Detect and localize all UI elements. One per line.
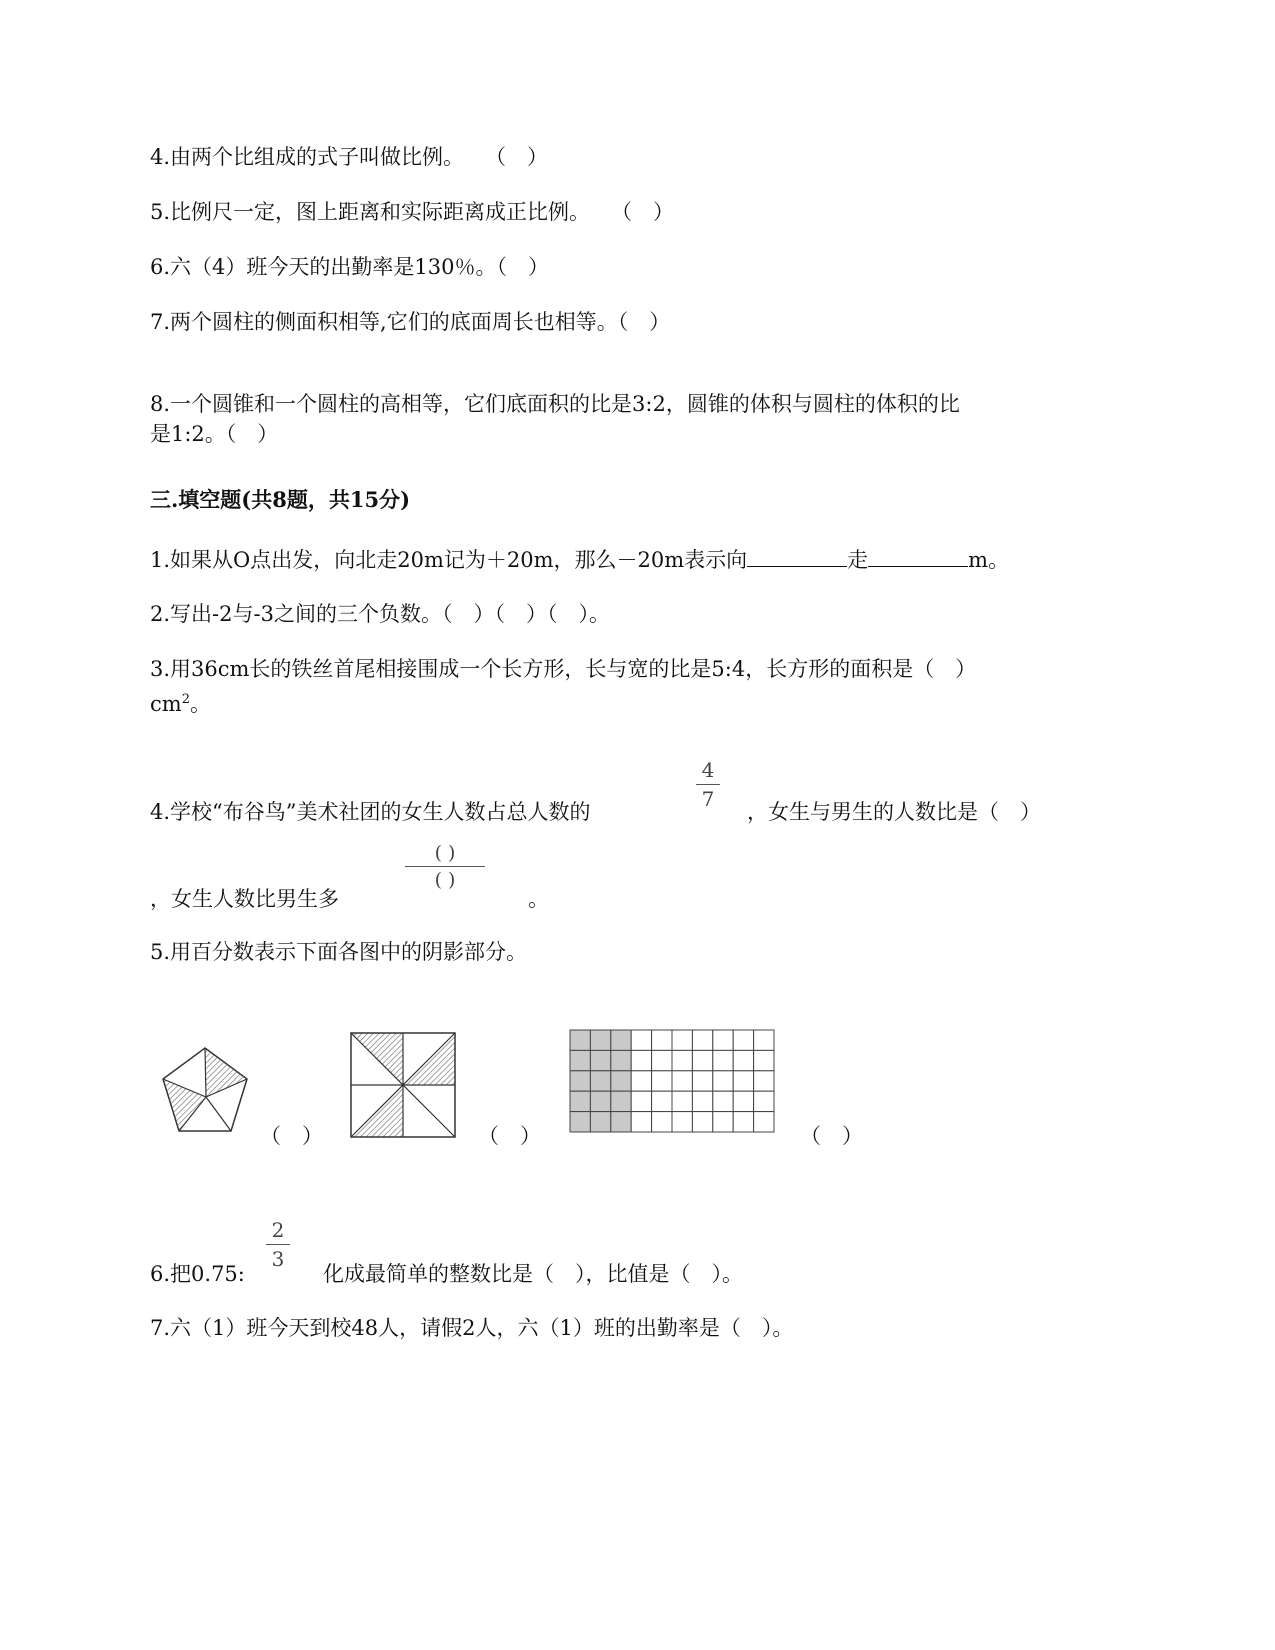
fill-1-text-a: 1.如果从O点出发，向北走20m记为＋20m，那么－20m表示向 xyxy=(150,548,748,572)
grid-cell xyxy=(733,1071,753,1091)
grid-cell xyxy=(652,1071,672,1091)
fill-6-fraction-numerator: 2 xyxy=(271,1218,285,1242)
grid-cell xyxy=(652,1050,672,1070)
fill-3-end: 。 xyxy=(189,692,211,716)
fill-4-line2-end: 。 xyxy=(528,887,549,911)
fill-6-fraction xyxy=(266,1218,290,1271)
grid-cell xyxy=(692,1071,712,1091)
answer-paren-1: （ ） xyxy=(260,1124,323,1148)
grid-cell xyxy=(733,1030,753,1050)
grid-cell xyxy=(733,1091,753,1111)
section-title: 三.填空题(共8题，共15分) xyxy=(150,487,411,512)
grid-cell-shaded xyxy=(611,1050,631,1070)
grid-cell xyxy=(631,1091,651,1111)
grid-cell xyxy=(652,1112,672,1132)
grid-cell xyxy=(713,1071,733,1091)
grid-cell xyxy=(672,1091,692,1111)
fill-3-line1: 3.用36cm长的铁丝首尾相接围成一个长方形，长与宽的比是5:4，长方形的面积是（ ） xyxy=(150,657,977,681)
grid-cell-shaded xyxy=(570,1091,590,1111)
grid-cell-shaded xyxy=(611,1112,631,1132)
grid-cell xyxy=(672,1050,692,1070)
fill-1-blank-1 xyxy=(747,548,847,567)
fill-6-text-a: 6.把0.75: xyxy=(150,1262,245,1286)
fill-1-blank-2 xyxy=(868,548,968,567)
fill-4-fraction-bar xyxy=(696,784,720,785)
fill-3-superscript: 2 xyxy=(181,692,190,707)
square-figure xyxy=(348,1030,458,1140)
fill-6-text-b: 化成最简单的整数比是（ ），比值是（ ）。 xyxy=(323,1262,743,1286)
grid-cell xyxy=(631,1030,651,1050)
grid-cell xyxy=(631,1050,651,1070)
fill-1 xyxy=(150,546,1009,575)
grid-cell-shaded xyxy=(570,1030,590,1050)
grid-cell-shaded xyxy=(590,1112,610,1132)
pentagon-figure xyxy=(150,1045,260,1145)
fill-4-blank-denominator: ( ) xyxy=(434,869,456,891)
grid-cell-shaded xyxy=(590,1071,610,1091)
judge-8-line2: 是1:2。（ ） xyxy=(150,422,279,446)
answer-paren-2: （ ） xyxy=(478,1124,541,1148)
grid-cell xyxy=(672,1112,692,1132)
grid-cell xyxy=(631,1071,651,1091)
grid-cell xyxy=(692,1030,712,1050)
fill-4-fraction-numerator: 4 xyxy=(701,758,715,782)
fill-3-line2 xyxy=(150,690,211,719)
judge-4: 4.由两个比组成的式子叫做比例。 （ ） xyxy=(150,145,549,169)
grid-cell xyxy=(672,1071,692,1091)
fill-7: 7.六（1）班今天到校48人，请假2人，六（1）班的出勤率是（ ）。 xyxy=(150,1316,794,1340)
grid-cell-shaded xyxy=(611,1091,631,1111)
judge-8-line1: 8.一个圆锥和一个圆柱的高相等，它们底面积的比是3:2，圆锥的体积与圆柱的体积的比 xyxy=(150,392,960,416)
grid-cell-shaded xyxy=(590,1030,610,1050)
fill-4-fraction-denominator: 7 xyxy=(701,787,715,811)
judge-7: 7.两个圆柱的侧面积相等,它们的底面周长也相等。（ ） xyxy=(150,310,671,334)
grid-cell xyxy=(692,1050,712,1070)
fill-6-fraction-bar xyxy=(266,1244,290,1245)
judge-5: 5.比例尺一定，图上距离和实际距离成正比例。 （ ） xyxy=(150,200,675,224)
fill-4-blank-bar xyxy=(405,866,485,867)
grid-cell xyxy=(692,1091,712,1111)
fill-2: 2.写出-2与-3之间的三个负数。（ ）（ ）（ ）。 xyxy=(150,602,610,626)
grid-cell-shaded xyxy=(611,1030,631,1050)
fill-4-blank-fraction xyxy=(405,842,485,891)
grid-cell xyxy=(672,1030,692,1050)
fill-4-line1-text: 4.学校“布谷鸟”美术社团的女生人数占总人数的 xyxy=(150,800,591,824)
judge-6: 6.六（4）班今天的出勤率是130％。（ ） xyxy=(150,255,549,279)
grid-cell-shaded xyxy=(590,1050,610,1070)
fill-3-unit: cm xyxy=(150,692,182,716)
grid-cell xyxy=(733,1050,753,1070)
grid-cell xyxy=(692,1112,712,1132)
grid-cell xyxy=(713,1050,733,1070)
fill-4-line2-text: ，女生人数比男生多 xyxy=(150,887,339,911)
grid-cell xyxy=(754,1050,774,1070)
grid-cell xyxy=(754,1071,774,1091)
grid-cell xyxy=(754,1030,774,1050)
fill-4-fraction xyxy=(696,758,720,811)
fill-1-text-c: m。 xyxy=(968,548,1010,572)
fill-1-text-b: 走 xyxy=(847,548,869,572)
grid-cell xyxy=(754,1112,774,1132)
grid-cell xyxy=(713,1112,733,1132)
grid-cell xyxy=(733,1112,753,1132)
grid-cell xyxy=(652,1091,672,1111)
grid-cell-shaded xyxy=(570,1112,590,1132)
grid-cell-shaded xyxy=(611,1071,631,1091)
grid-cell-shaded xyxy=(570,1071,590,1091)
grid-cell-shaded xyxy=(590,1091,610,1111)
grid-cell xyxy=(652,1030,672,1050)
grid-cell xyxy=(713,1091,733,1111)
fill-4-line1-text-b: ，女生与男生的人数比是（ ） xyxy=(747,800,1041,824)
grid-cell xyxy=(713,1030,733,1050)
fill-4-blank-numerator: ( ) xyxy=(434,842,456,864)
fill-5: 5.用百分数表示下面各图中的阴影部分。 xyxy=(150,940,528,964)
grid-cell xyxy=(631,1112,651,1132)
grid-figure xyxy=(568,1028,778,1138)
grid-cell-shaded xyxy=(570,1050,590,1070)
fill-6-fraction-denominator: 3 xyxy=(271,1247,285,1271)
answer-paren-3: （ ） xyxy=(800,1124,863,1148)
grid-cell xyxy=(754,1091,774,1111)
